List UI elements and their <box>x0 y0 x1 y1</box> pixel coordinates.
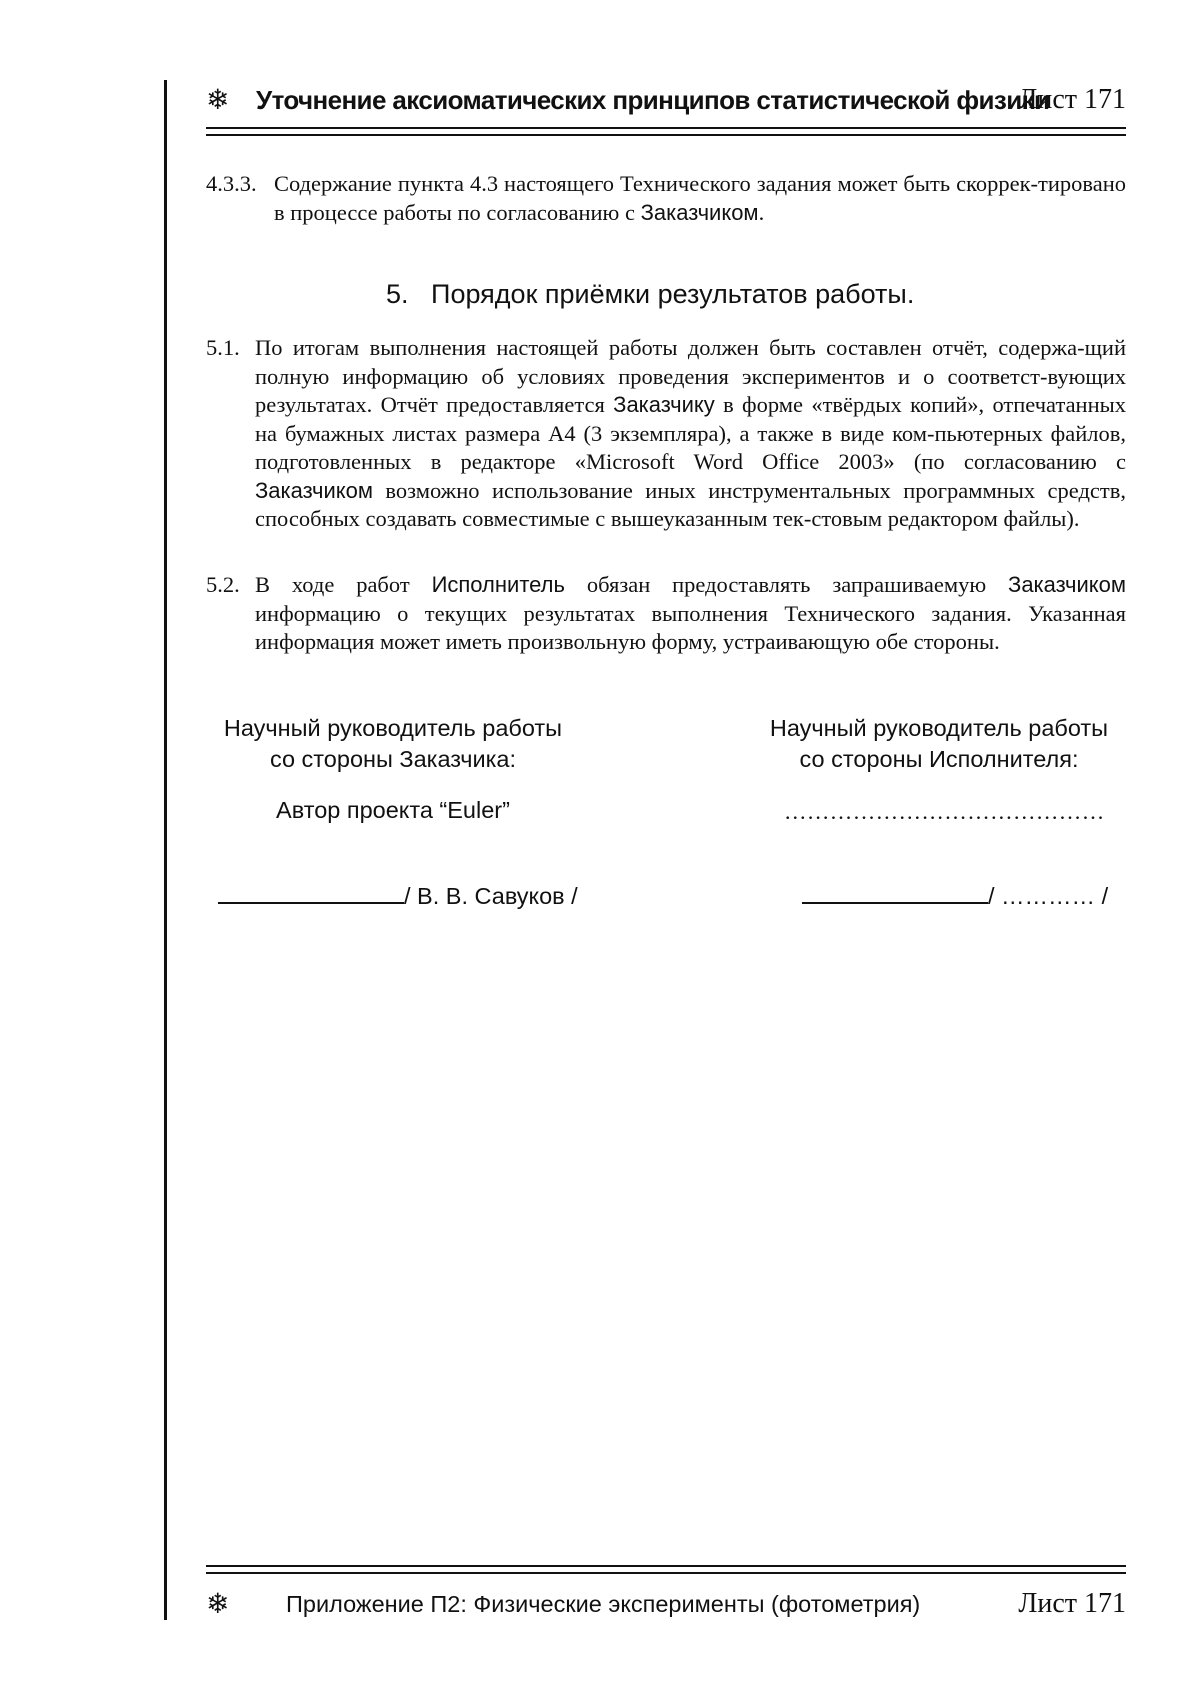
text-run: информацию о текущих результатах выполнения Технического задания. Указанная информация может иметь произвольную форму, устраивающую обе стороны. <box>255 600 1126 654</box>
signature-right-heading <box>744 713 1134 775</box>
footer-double-rule <box>206 1565 1126 1574</box>
signature-left-line <box>218 880 578 912</box>
header-sheet-number: Лист 171 <box>1018 84 1126 115</box>
item-number: 5.1. <box>206 335 240 360</box>
text-run: возможно использование иных инструментальных программных средств, способных создавать совместимые с вышеуказанным тек-стовым редактором файлы). <box>255 477 1126 531</box>
header-title: Уточнение аксиоматических принципов статистической физики <box>256 85 1050 115</box>
section-heading <box>386 276 914 312</box>
left-margin-rule <box>164 80 167 1620</box>
snowflake-icon: ❄ <box>206 1587 230 1620</box>
paragraph-5-2 <box>255 571 1126 657</box>
signature-right-role: …………………………………… <box>784 799 1105 824</box>
text-run: Содержание пункта 4.3 настоящего Технического задания может быть скоррек-тировано в процессе работы по согласованию с <box>274 171 1126 225</box>
page-header <box>206 80 1126 120</box>
snowflake-icon: ❄ <box>206 83 230 116</box>
header-double-rule <box>206 127 1126 136</box>
signature-right-line <box>802 880 1108 912</box>
contractor-term: Исполнитель <box>431 572 565 597</box>
text-run: В ходе работ <box>255 572 432 597</box>
paragraph-5-1 <box>255 334 1126 534</box>
section-number: 5. <box>386 279 409 309</box>
signature-right-title: Научный руководитель работы <box>769 715 1109 741</box>
item-number: 5.2. <box>206 572 240 597</box>
customer-term: Заказчику <box>613 392 715 417</box>
signature-left-side: со стороны Заказчика: <box>269 746 517 772</box>
text-run: обязан предоставлять запрашиваемую <box>564 572 1009 597</box>
signature-right-name: / ………… / <box>988 883 1109 909</box>
customer-term: Заказчиком <box>1008 572 1126 597</box>
text-run: . <box>758 199 765 225</box>
customer-term: Заказчиком <box>640 199 759 225</box>
signature-left-role: Автор проекта “Euler” <box>276 797 510 823</box>
signature-left-title: Научный руководитель работы <box>223 715 563 741</box>
footer-text: Приложение П2: Физические эксперименты (фотометрия) <box>286 1591 921 1617</box>
section-title: Порядок приёмки результатов работы. <box>431 279 915 309</box>
item-number: 4.3.3. <box>206 171 257 196</box>
text-run: в форме «твёрдых копий», отпечатанных на бумажных листах размера А4 (3 экземпляра), а также в виде ком-пьютерных файлов, подготовленных в редакторе «Microsoft Word Office 2003» (по согласованию с <box>255 392 1126 474</box>
paragraph-4-3-3 <box>274 170 1126 227</box>
text-run: По итогам выполнения настоящей работы должен быть составлен отчёт, содержа-щий полную информацию об условиях проведения экспериментов и о соответст-вующих результатах. Отчёт предоставляется <box>255 335 1126 417</box>
signature-blank <box>218 880 404 904</box>
signature-left-name: / В. В. Савуков / <box>404 883 578 909</box>
signature-right-side: со стороны Исполнителя: <box>799 746 1079 772</box>
customer-term: Заказчиком <box>255 477 373 503</box>
signature-blank <box>802 880 988 904</box>
footer-sheet-number: Лист 171 <box>1018 1588 1126 1619</box>
signature-left-heading <box>198 713 588 775</box>
